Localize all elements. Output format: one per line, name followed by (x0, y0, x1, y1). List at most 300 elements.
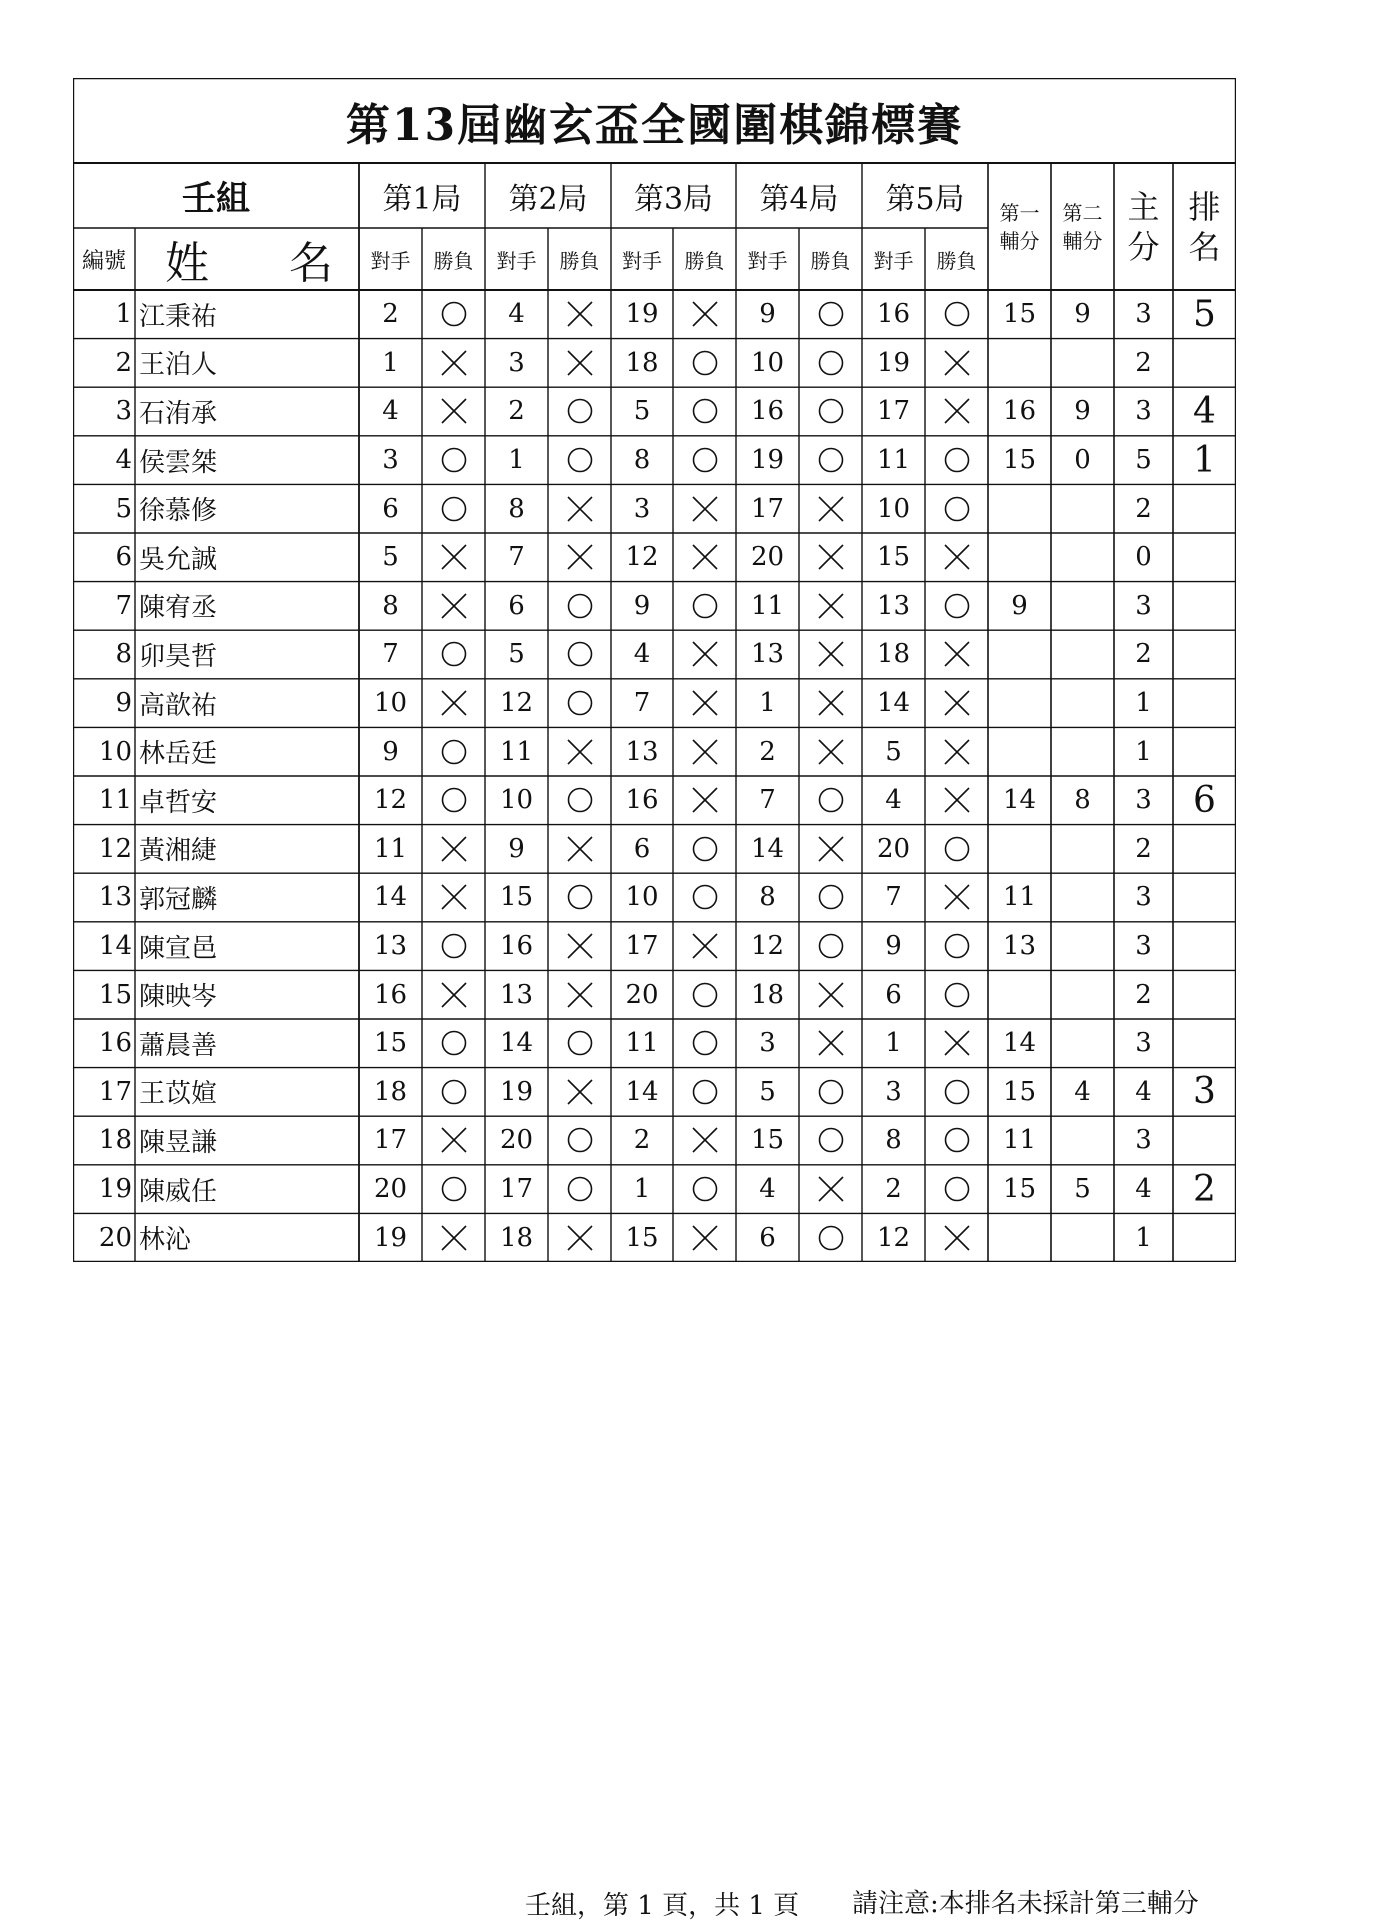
cross-icon (440, 835, 468, 863)
loss-mark (548, 970, 611, 1019)
circle-icon (566, 592, 594, 620)
opponent-number: 14 (373, 882, 408, 913)
loss-mark (673, 1116, 736, 1165)
main-score: 3 (1135, 882, 1152, 913)
opponent-number: 12 (876, 1222, 911, 1253)
win-mark (673, 436, 736, 485)
opponent-number: 3 (885, 1076, 902, 1107)
cross-icon (943, 883, 971, 911)
loss-mark (925, 1213, 988, 1262)
circle-icon (943, 932, 971, 960)
win-mark (925, 484, 988, 533)
opponent-number: 7 (633, 688, 651, 719)
aux1-score (988, 825, 1051, 874)
aux1-score: 11 (1002, 882, 1037, 913)
cross-icon (691, 543, 719, 571)
win-mark (548, 582, 611, 631)
rank-value (1173, 533, 1236, 582)
result-header: 勝負 (433, 248, 474, 273)
opponent-number: 1 (885, 1028, 902, 1059)
loss-mark (925, 1019, 988, 1068)
opponent-number: 16 (499, 931, 534, 962)
opponent-number: 13 (373, 931, 408, 962)
opponent-number: 13 (499, 979, 534, 1010)
player-name: 陳昱謙 (139, 1127, 218, 1158)
win-mark (422, 1165, 485, 1214)
aux2-score (1051, 1116, 1114, 1165)
rank-header (1173, 163, 1236, 290)
loss-mark (548, 484, 611, 533)
main-score: 0 (1135, 542, 1152, 573)
cross-icon (817, 738, 845, 766)
player-name: 蕭晨善 (139, 1030, 218, 1061)
opponent-number: 18 (499, 1222, 534, 1253)
circle-icon (440, 300, 468, 328)
circle-icon (817, 349, 845, 377)
aux2-score: 9 (1074, 396, 1091, 427)
player-number: 7 (115, 590, 132, 621)
circle-icon (817, 932, 845, 960)
aux1-score: 15 (1002, 1174, 1037, 1205)
loss-mark (799, 679, 862, 728)
opponent-number: 10 (373, 688, 408, 719)
opponent-number: 19 (750, 445, 785, 476)
cross-icon (691, 300, 719, 328)
aux2-score (1051, 727, 1114, 776)
circle-icon (817, 786, 845, 814)
loss-mark (799, 533, 862, 582)
aux2-score (1051, 679, 1114, 728)
opponent-number: 7 (759, 785, 776, 816)
win-mark (673, 1165, 736, 1214)
loss-mark (799, 970, 862, 1019)
cross-icon (817, 835, 845, 863)
opponent-number: 4 (508, 299, 525, 330)
aux2-header-line: 第二 (1062, 200, 1103, 225)
circle-icon (817, 1126, 845, 1154)
main-score: 3 (1135, 931, 1152, 962)
win-mark (422, 1068, 485, 1117)
rank-value: 1 (1193, 439, 1216, 481)
rank-value: 2 (1193, 1168, 1216, 1210)
main-score: 2 (1135, 833, 1152, 864)
circle-icon (440, 786, 468, 814)
rank-header-line: 排 (1188, 187, 1221, 226)
circle-icon (691, 349, 719, 377)
opponent-number: 4 (382, 396, 399, 427)
aux2-score: 4 (1074, 1076, 1091, 1107)
win-mark (799, 1068, 862, 1117)
win-mark (799, 387, 862, 436)
opponent-number: 17 (750, 493, 785, 524)
win-mark (548, 776, 611, 825)
win-mark (673, 825, 736, 874)
loss-mark (799, 484, 862, 533)
cross-icon (566, 543, 594, 571)
aux2-score (1051, 582, 1114, 631)
win-mark (673, 387, 736, 436)
cross-icon (817, 1175, 845, 1203)
win-mark (422, 630, 485, 679)
circle-icon (566, 446, 594, 474)
name-header (135, 228, 359, 290)
opponent-number: 2 (759, 736, 776, 767)
aux2-header-line: 輔分 (1062, 228, 1103, 253)
result-header: 勝負 (559, 248, 600, 273)
cross-icon (943, 397, 971, 425)
aux1-score (988, 679, 1051, 728)
aux1-score: 15 (1002, 1076, 1037, 1107)
cross-icon (691, 738, 719, 766)
win-mark (548, 1116, 611, 1165)
cross-icon (943, 786, 971, 814)
loss-mark (673, 679, 736, 728)
player-name: 黃湘緁 (139, 836, 218, 867)
win-mark (548, 436, 611, 485)
loss-mark (673, 533, 736, 582)
loss-mark (548, 825, 611, 874)
loss-mark (673, 630, 736, 679)
loss-mark (422, 873, 485, 922)
main-score-header-line: 分 (1127, 227, 1160, 266)
win-mark (422, 1019, 485, 1068)
player-name: 石洧承 (139, 398, 218, 429)
opponent-number: 7 (508, 542, 525, 573)
circle-icon (566, 1175, 594, 1203)
opponent-header: 對手 (873, 248, 914, 273)
player-number: 14 (98, 931, 132, 962)
aux1-score: 9 (1011, 590, 1028, 621)
cross-icon (440, 689, 468, 717)
aux2-score (1051, 533, 1114, 582)
loss-mark (799, 727, 862, 776)
cross-icon (943, 1224, 971, 1252)
rank-value: 6 (1193, 779, 1216, 821)
opponent-number: 5 (633, 396, 651, 427)
opponent-number: 19 (625, 299, 659, 330)
win-mark (799, 339, 862, 388)
circle-icon (566, 1126, 594, 1154)
cross-icon (943, 640, 971, 668)
opponent-number: 19 (876, 347, 911, 378)
win-mark (422, 776, 485, 825)
opponent-number: 1 (508, 445, 525, 476)
player-number: 8 (115, 639, 132, 670)
opponent-number: 6 (885, 979, 902, 1010)
aux1-score: 11 (1002, 1125, 1037, 1156)
player-name: 卯昊哲 (139, 641, 218, 672)
aux2-score (1051, 873, 1114, 922)
aux1-score: 13 (1002, 931, 1037, 962)
circle-icon (691, 883, 719, 911)
aux2-score (1051, 1213, 1114, 1262)
loss-mark (422, 1116, 485, 1165)
rank-value (1173, 630, 1236, 679)
opponent-header: 對手 (747, 248, 788, 273)
player-name: 陳宣邑 (139, 933, 218, 964)
player-number: 2 (115, 347, 132, 378)
win-mark (673, 582, 736, 631)
loss-mark (548, 727, 611, 776)
win-mark (925, 582, 988, 631)
circle-icon (566, 883, 594, 911)
circle-icon (691, 446, 719, 474)
opponent-number: 15 (625, 1222, 659, 1253)
loss-mark (548, 1068, 611, 1117)
circle-icon (440, 446, 468, 474)
win-mark (925, 970, 988, 1019)
opponent-number: 5 (759, 1076, 776, 1107)
circle-icon (440, 1029, 468, 1057)
rank-value (1173, 970, 1236, 1019)
opponent-number: 8 (382, 590, 399, 621)
loss-mark (925, 339, 988, 388)
round-header: 第1局 (382, 181, 462, 217)
main-score: 3 (1135, 1028, 1152, 1059)
opponent-number: 3 (382, 445, 399, 476)
opponent-number: 11 (499, 736, 534, 767)
group-name: 壬組 (182, 179, 250, 219)
cross-icon (440, 543, 468, 571)
opponent-header: 對手 (496, 248, 537, 273)
win-mark (925, 290, 988, 339)
player-number: 1 (115, 299, 132, 330)
aux1-score (988, 1213, 1051, 1262)
standings-sheet (73, 78, 1236, 1262)
player-name: 林沁 (139, 1225, 192, 1256)
opponent-number: 10 (750, 347, 785, 378)
player-name: 吳允誠 (139, 544, 218, 575)
opponent-number: 14 (750, 833, 785, 864)
player-number: 13 (98, 882, 132, 913)
cross-icon (566, 835, 594, 863)
aux1-score: 15 (1002, 445, 1037, 476)
circle-icon (817, 446, 845, 474)
footer-page-info: 壬組，第 1 頁，共 1 頁 (525, 1891, 800, 1921)
player-name: 王苡媗 (139, 1079, 218, 1110)
opponent-number: 8 (885, 1125, 902, 1156)
aux1-score (988, 970, 1051, 1019)
cross-icon (943, 543, 971, 571)
aux1-header (988, 163, 1051, 290)
main-score: 3 (1135, 785, 1152, 816)
aux1-score: 15 (1002, 299, 1037, 330)
loss-mark (673, 727, 736, 776)
main-score: 3 (1135, 1125, 1152, 1156)
cross-icon (440, 981, 468, 1009)
player-number: 5 (115, 493, 132, 524)
loss-mark (925, 727, 988, 776)
circle-icon (440, 932, 468, 960)
opponent-header: 對手 (370, 248, 411, 273)
circle-icon (440, 495, 468, 523)
opponent-number: 16 (625, 785, 659, 816)
main-score-header (1114, 163, 1173, 290)
opponent-number: 3 (633, 493, 651, 524)
win-mark (673, 873, 736, 922)
win-mark (799, 873, 862, 922)
cross-icon (566, 300, 594, 328)
cross-icon (440, 883, 468, 911)
result-header: 勝負 (936, 248, 977, 273)
aux1-score: 14 (1002, 1028, 1037, 1059)
footer-note: 請注意:本排名未採計第三輔分 (852, 1889, 1199, 1919)
loss-mark (925, 387, 988, 436)
opponent-number: 20 (876, 833, 911, 864)
opponent-number: 10 (876, 493, 911, 524)
main-score: 2 (1135, 493, 1152, 524)
win-mark (673, 339, 736, 388)
aux2-score (1051, 484, 1114, 533)
player-name: 郭冠麟 (139, 884, 218, 915)
opponent-number: 9 (633, 590, 651, 621)
circle-icon (566, 640, 594, 668)
circle-icon (817, 883, 845, 911)
win-mark (548, 873, 611, 922)
win-mark (925, 1068, 988, 1117)
aux2-score (1051, 630, 1114, 679)
circle-icon (691, 1078, 719, 1106)
loss-mark (925, 630, 988, 679)
cross-icon (691, 786, 719, 814)
cross-icon (817, 689, 845, 717)
opponent-number: 15 (750, 1125, 785, 1156)
opponent-number: 16 (876, 299, 911, 330)
circle-icon (691, 592, 719, 620)
opponent-number: 11 (625, 1028, 659, 1059)
opponent-number: 20 (499, 1125, 534, 1156)
circle-icon (943, 446, 971, 474)
player-number: 16 (98, 1028, 132, 1059)
opponent-number: 12 (625, 542, 659, 573)
opponent-number: 4 (759, 1174, 776, 1205)
loss-mark (673, 922, 736, 971)
aux1-score (988, 339, 1051, 388)
rank-value: 5 (1193, 293, 1216, 335)
opponent-number: 3 (508, 347, 525, 378)
opponent-number: 6 (508, 590, 525, 621)
result-header: 勝負 (810, 248, 851, 273)
circle-icon (566, 786, 594, 814)
opponent-number: 17 (625, 931, 659, 962)
opponent-number: 17 (499, 1174, 534, 1205)
main-score: 2 (1135, 979, 1152, 1010)
win-mark (673, 1068, 736, 1117)
cross-icon (566, 349, 594, 377)
win-mark (925, 436, 988, 485)
rank-value (1173, 1019, 1236, 1068)
aux2-score: 0 (1074, 445, 1091, 476)
main-score: 2 (1135, 639, 1152, 670)
player-name: 徐慕修 (139, 496, 218, 527)
win-mark (422, 484, 485, 533)
player-name: 江秉祐 (139, 301, 218, 332)
rank-value (1173, 1213, 1236, 1262)
cross-icon (817, 495, 845, 523)
opponent-number: 18 (625, 347, 659, 378)
win-mark (799, 1213, 862, 1262)
opponent-number: 12 (373, 785, 408, 816)
opponent-number: 4 (633, 639, 651, 670)
main-score: 3 (1135, 590, 1152, 621)
player-number: 11 (98, 785, 132, 816)
cross-icon (943, 689, 971, 717)
cross-icon (566, 495, 594, 523)
rank-value (1173, 873, 1236, 922)
win-mark (925, 1116, 988, 1165)
circle-icon (440, 1078, 468, 1106)
player-number: 17 (98, 1076, 132, 1107)
win-mark (548, 630, 611, 679)
table-title: 第13屆幽玄盃全國圍棋錦標賽 (345, 99, 964, 151)
win-mark (548, 1165, 611, 1214)
cross-icon (440, 397, 468, 425)
opponent-number: 18 (750, 979, 785, 1010)
aux1-header-line: 第一 (999, 200, 1040, 225)
win-mark (673, 1019, 736, 1068)
main-score: 1 (1135, 736, 1152, 767)
circle-icon (817, 1078, 845, 1106)
loss-mark (422, 582, 485, 631)
player-number: 10 (98, 736, 132, 767)
opponent-number: 11 (750, 590, 785, 621)
cross-icon (691, 495, 719, 523)
cross-icon (943, 1029, 971, 1057)
aux2-score: 8 (1074, 785, 1091, 816)
player-number: 20 (98, 1222, 132, 1253)
cross-icon (566, 932, 594, 960)
circle-icon (566, 397, 594, 425)
opponent-number: 14 (625, 1076, 659, 1107)
loss-mark (799, 630, 862, 679)
opponent-number: 6 (759, 1222, 776, 1253)
player-number: 12 (98, 833, 132, 864)
cross-icon (943, 349, 971, 377)
main-score: 5 (1135, 445, 1152, 476)
win-mark (673, 970, 736, 1019)
round-header: 第2局 (508, 181, 588, 217)
circle-icon (691, 981, 719, 1009)
win-mark (925, 922, 988, 971)
circle-icon (440, 1175, 468, 1203)
opponent-number: 20 (373, 1174, 408, 1205)
win-mark (799, 1116, 862, 1165)
opponent-number: 2 (633, 1125, 651, 1156)
cross-icon (440, 1126, 468, 1154)
aux1-score: 16 (1002, 396, 1037, 427)
loss-mark (799, 1165, 862, 1214)
circle-icon (691, 1029, 719, 1057)
player-name: 林岳廷 (139, 739, 218, 770)
cross-icon (691, 1224, 719, 1252)
win-mark (422, 436, 485, 485)
main-score: 3 (1135, 299, 1152, 330)
aux2-score (1051, 922, 1114, 971)
aux1-score (988, 533, 1051, 582)
loss-mark (548, 1213, 611, 1262)
main-score-header-line: 主 (1127, 187, 1160, 226)
player-number: 3 (115, 396, 132, 427)
player-number: 9 (115, 688, 132, 719)
circle-icon (817, 1224, 845, 1252)
aux2-score: 9 (1074, 299, 1091, 330)
opponent-number: 13 (876, 590, 911, 621)
aux2-score: 5 (1074, 1174, 1091, 1205)
aux1-score (988, 484, 1051, 533)
loss-mark (422, 825, 485, 874)
opponent-number: 15 (499, 882, 534, 913)
opponent-number: 6 (382, 493, 399, 524)
